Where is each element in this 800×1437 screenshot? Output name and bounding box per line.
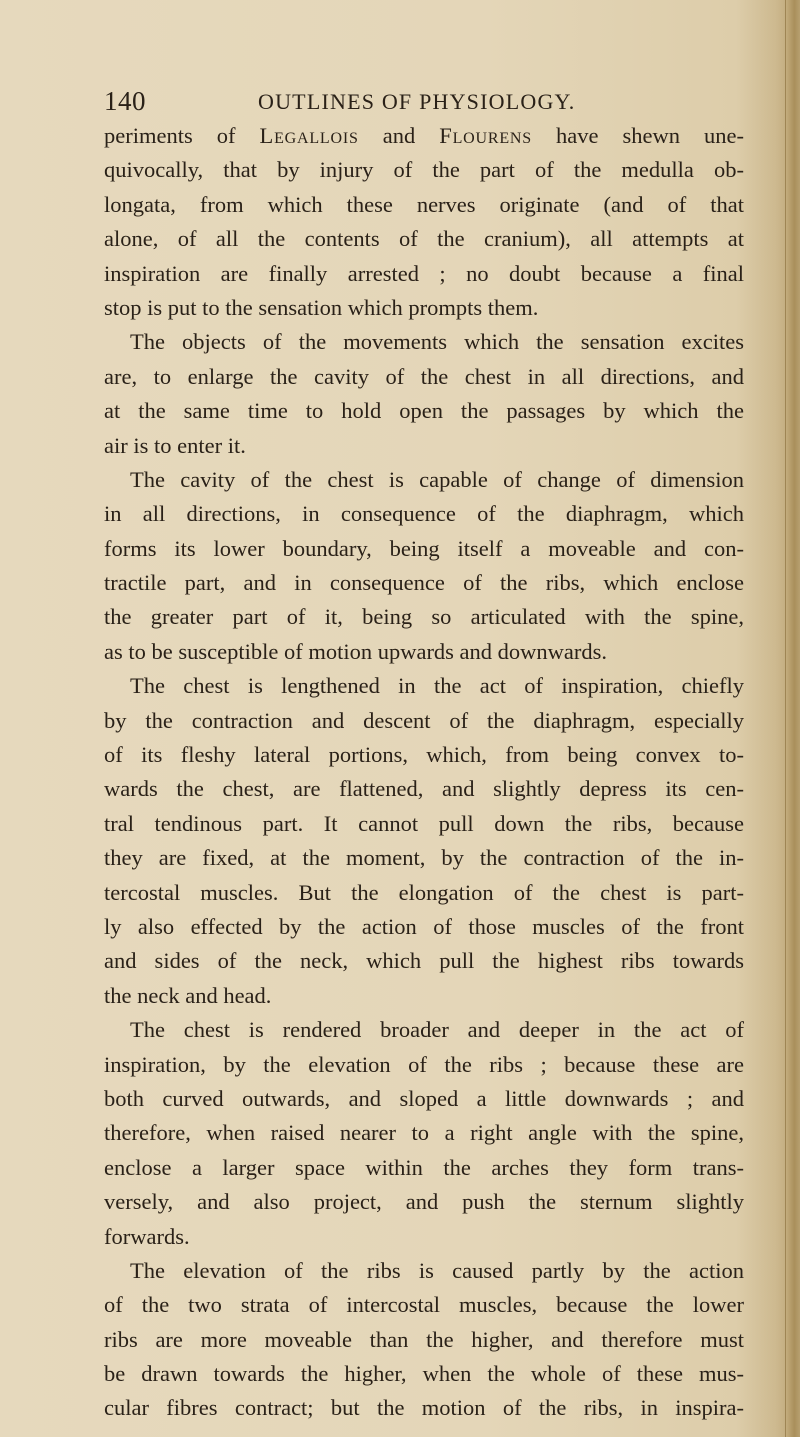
text-line: be drawn towards the higher, when the whole of these mus-	[104, 1361, 744, 1387]
text-line: stop is put to the sensation which prompts them.	[104, 294, 539, 320]
text-line: and sides of the neck, which pull the highest ribs towards	[104, 948, 744, 974]
text-line: forms its lower boundary, being itself a moveable and con-	[104, 535, 744, 561]
text-line: by the contraction and descent of the diaphragm, especially	[104, 707, 744, 733]
text-line: of its fleshy lateral portions, which, from being convex to-	[104, 742, 744, 768]
running-head	[104, 86, 724, 122]
text-line: are, to enlarge the cavity of the chest in all directions, and	[104, 363, 744, 389]
text-line: The objects of the movements which the sensation excites	[130, 329, 744, 355]
author-name-flourens: Flourens	[439, 123, 532, 148]
running-title: OUTLINES OF PHYSIOLOGY.	[258, 89, 576, 114]
text-line: air is to enter it.	[104, 432, 246, 458]
text-line: periments of Legallois and Flourens have shewn une-	[104, 123, 744, 148]
text-line: versely, and also project, and push the sternum slightly	[104, 1189, 744, 1215]
text-line: both curved outwards, and sloped a little downwards ; and	[104, 1085, 744, 1111]
text-line: as to be susceptible of motion upwards and downwards.	[104, 638, 608, 664]
text-line: ribs are more moveable than the higher, and therefore must	[104, 1326, 744, 1352]
text-line: The elevation of the ribs is caused partly by the action	[130, 1257, 744, 1283]
text-line: cular fibres contract; but the motion of the ribs, in inspira-	[104, 1395, 744, 1421]
text-line: at the same time to hold open the passages by which the	[104, 398, 744, 424]
page-number: 140	[104, 86, 146, 116]
text-line: tercostal muscles. But the elongation of the chest is part-	[104, 879, 744, 905]
text-line: tral tendinous part. It cannot pull down the ribs, because	[104, 810, 744, 836]
text-line: enclose a larger space within the arches they form trans-	[104, 1154, 744, 1180]
text-line: the greater part of it, being so articulated with the spine,	[104, 604, 744, 630]
text-line: the neck and head.	[104, 982, 272, 1008]
text-line: ly also effected by the action of those muscles of the front	[104, 913, 744, 939]
text-line: The chest is rendered broader and deeper in the act of	[130, 1017, 744, 1043]
text-line: tractile part, and in consequence of the ribs, which enclose	[104, 570, 744, 596]
text-line: The chest is lengthened in the act of inspiration, chiefly	[130, 673, 744, 699]
author-name-legallois: Legallois	[259, 123, 359, 148]
text-line: inspiration, by the elevation of the ribs ; because these are	[104, 1051, 744, 1077]
text-line: wards the chest, are flattened, and slightly depress its cen-	[104, 776, 744, 802]
text-line: quivocally, that by injury of the part of the medulla ob-	[104, 157, 744, 183]
page-fore-edge	[785, 0, 800, 1437]
text-line: inspiration are finally arrested ; no doubt because a final	[104, 260, 744, 286]
text-line: forwards.	[104, 1223, 190, 1249]
text-line: alone, of all the contents of the cranium), all attempts at	[104, 226, 744, 252]
text-line: The cavity of the chest is capable of change of dimension	[130, 466, 744, 492]
body-text	[104, 119, 744, 1426]
text-line: therefore, when raised nearer to a right angle with the spine,	[104, 1120, 744, 1146]
text-line: in all directions, in consequence of the diaphragm, which	[104, 501, 744, 527]
text-line: longata, from which these nerves originate (and of that	[104, 191, 744, 217]
text-line: they are fixed, at the moment, by the contraction of the in-	[104, 845, 744, 871]
text-line: of the two strata of intercostal muscles, because the lower	[104, 1292, 744, 1318]
